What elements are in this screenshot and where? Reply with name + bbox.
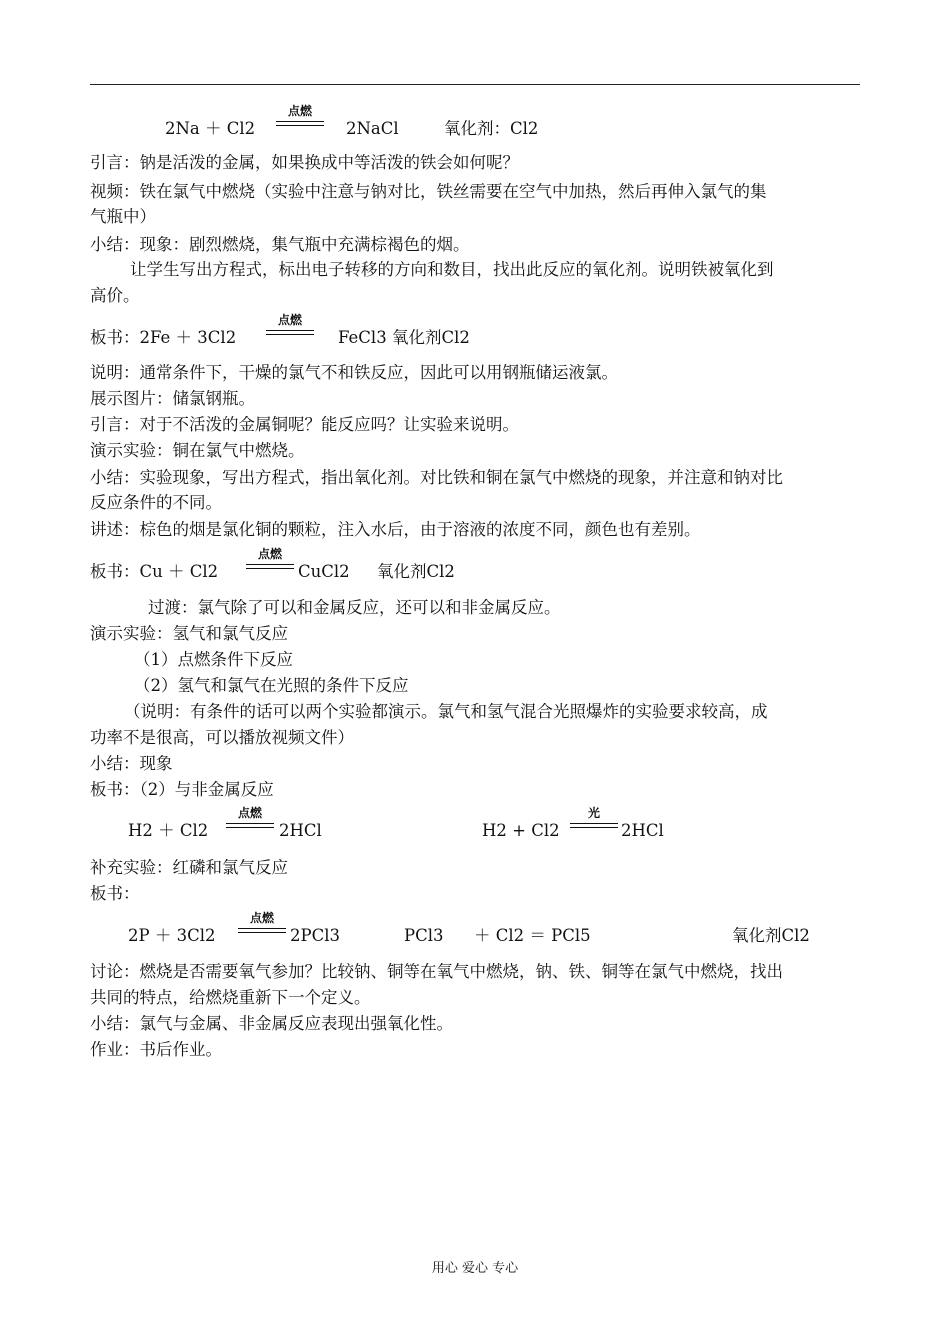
eq-h2-light-rhs: 2HCl bbox=[621, 821, 664, 840]
text-line: （1）点燃条件下反应 bbox=[134, 650, 293, 669]
text-line: 共同的特点，给燃烧重新下一个定义。 bbox=[90, 988, 371, 1007]
text-line: 视频：铁在氯气中燃烧（实验中注意与钠对比，铁丝需要在空气中加热，然后再伸入氯气的集 bbox=[90, 182, 767, 201]
text-line: 气瓶中） bbox=[90, 207, 156, 226]
text-line: 让学生写出方程式，标出电子转移的方向和数目，找出此反应的氧化剂。说明铁被氧化到 bbox=[130, 260, 774, 279]
eq-p-condition bbox=[238, 911, 286, 941]
equals-bar bbox=[570, 823, 618, 824]
eq-fe-rhs: FeCl3 氧化剂Cl2 bbox=[338, 328, 470, 347]
equals-bar bbox=[226, 827, 274, 828]
condition-label: 点燃 bbox=[257, 547, 282, 561]
text-line: 过渡：氯气除了可以和金属反应，还可以和非金属反应。 bbox=[148, 598, 561, 617]
eq-h2-ignite-rhs: 2HCl bbox=[279, 821, 322, 840]
equals-bar bbox=[276, 121, 324, 122]
text-line: 板书：（2）与非金属反应 bbox=[90, 780, 274, 799]
text-line: 展示图片：储氯钢瓶。 bbox=[90, 389, 255, 408]
text-line: 小结：氯气与金属、非金属反应表现出强氧化性。 bbox=[90, 1014, 453, 1033]
text-line: 引言：钠是活泼的金属，如果换成中等活泼的铁会如何呢？ bbox=[90, 153, 519, 172]
eq-cu-condition bbox=[246, 547, 294, 577]
eq-h2-ignite-condition bbox=[226, 806, 274, 836]
eq-cu-rhs: CuCl2 bbox=[298, 562, 350, 581]
equals-bar bbox=[226, 823, 274, 824]
text-line: 作业：书后作业。 bbox=[90, 1040, 222, 1059]
eq-na-rhs: 2NaCl bbox=[346, 119, 399, 138]
eq-cu-lhs: 板书：Cu ＋ Cl2 bbox=[90, 562, 219, 581]
text-line: 反应条件的不同。 bbox=[90, 493, 222, 512]
text-line: 演示实验：氢气和氯气反应 bbox=[90, 624, 288, 643]
eq-na-condition bbox=[276, 104, 324, 134]
eq-h2-ignite-lhs: H2 ＋ Cl2 bbox=[128, 821, 209, 840]
eq-p-note: 氧化剂Cl2 bbox=[732, 926, 810, 945]
equals-bar bbox=[238, 928, 286, 929]
text-line: 小结：现象 bbox=[90, 754, 173, 773]
eq-pcl3: PCl3 bbox=[404, 926, 444, 945]
text-line: 演示实验：铜在氯气中燃烧。 bbox=[90, 441, 305, 460]
equals-bar bbox=[238, 932, 286, 933]
eq-h2-light-condition bbox=[570, 806, 618, 836]
eq-fe-lhs: 板书：2Fe ＋ 3Cl2 bbox=[90, 328, 237, 347]
text-line: 引言：对于不活泼的金属铜呢？能反应吗？让实验来说明。 bbox=[90, 415, 519, 434]
text-line: 讲述：棕色的烟是氯化铜的颗粒，注入水后，由于溶液的浓度不同，颜色也有差别。 bbox=[90, 520, 701, 539]
equals-bar bbox=[570, 827, 618, 828]
header-rule bbox=[90, 84, 860, 85]
text-line: 高价。 bbox=[90, 286, 140, 305]
eq-h2-light-lhs: H2 + Cl2 bbox=[482, 821, 560, 840]
condition-label: 光 bbox=[587, 806, 600, 820]
eq-na-lhs: 2Na ＋ Cl2 bbox=[165, 119, 256, 138]
text-line: 功率不是很高，可以播放视频文件） bbox=[90, 728, 354, 747]
eq-p-rhs: 2PCl3 bbox=[290, 926, 340, 945]
text-line: 补充实验：红磷和氯气反应 bbox=[90, 858, 288, 877]
equals-bar bbox=[246, 564, 294, 565]
condition-label: 点燃 bbox=[249, 911, 274, 925]
eq-p-lhs: 2P ＋ 3Cl2 bbox=[128, 926, 216, 945]
eq-pcl5: ＋ Cl2 ＝ PCl5 bbox=[474, 926, 591, 945]
condition-label: 点燃 bbox=[287, 104, 312, 118]
equals-bar bbox=[276, 125, 324, 126]
condition-label: 点燃 bbox=[277, 313, 302, 327]
equals-bar bbox=[266, 330, 314, 331]
text-line: 小结：实验现象，写出方程式，指出氧化剂。对比铁和铜在氯气中燃烧的现象，并注意和钠对比 bbox=[90, 468, 783, 487]
equals-bar bbox=[246, 568, 294, 569]
text-line: 小结：现象：剧烈燃烧，集气瓶中充满棕褐色的烟。 bbox=[90, 235, 470, 254]
condition-label: 点燃 bbox=[237, 806, 262, 820]
text-line: 板书： bbox=[90, 884, 140, 903]
equals-bar bbox=[266, 334, 314, 335]
eq-cu-note: 氧化剂Cl2 bbox=[377, 562, 455, 581]
page-footer: 用心 爱心 专心 bbox=[431, 1261, 519, 1276]
text-line: 讨论：燃烧是否需要氧气参加？比较钠、铜等在氧气中燃烧，钠、铁、铜等在氯气中燃烧，找出 bbox=[90, 962, 783, 981]
text-line: 说明：通常条件下，干燥的氯气不和铁反应，因此可以用钢瓶储运液氯。 bbox=[90, 363, 618, 382]
text-line: （2）氢气和氯气在光照的条件下反应 bbox=[134, 676, 409, 695]
text-line: （说明：有条件的话可以两个实验都演示。氯气和氢气混合光照爆炸的实验要求较高，成 bbox=[124, 702, 768, 721]
eq-fe-condition bbox=[266, 313, 314, 343]
eq-na-note: 氧化剂：Cl2 bbox=[444, 119, 539, 138]
